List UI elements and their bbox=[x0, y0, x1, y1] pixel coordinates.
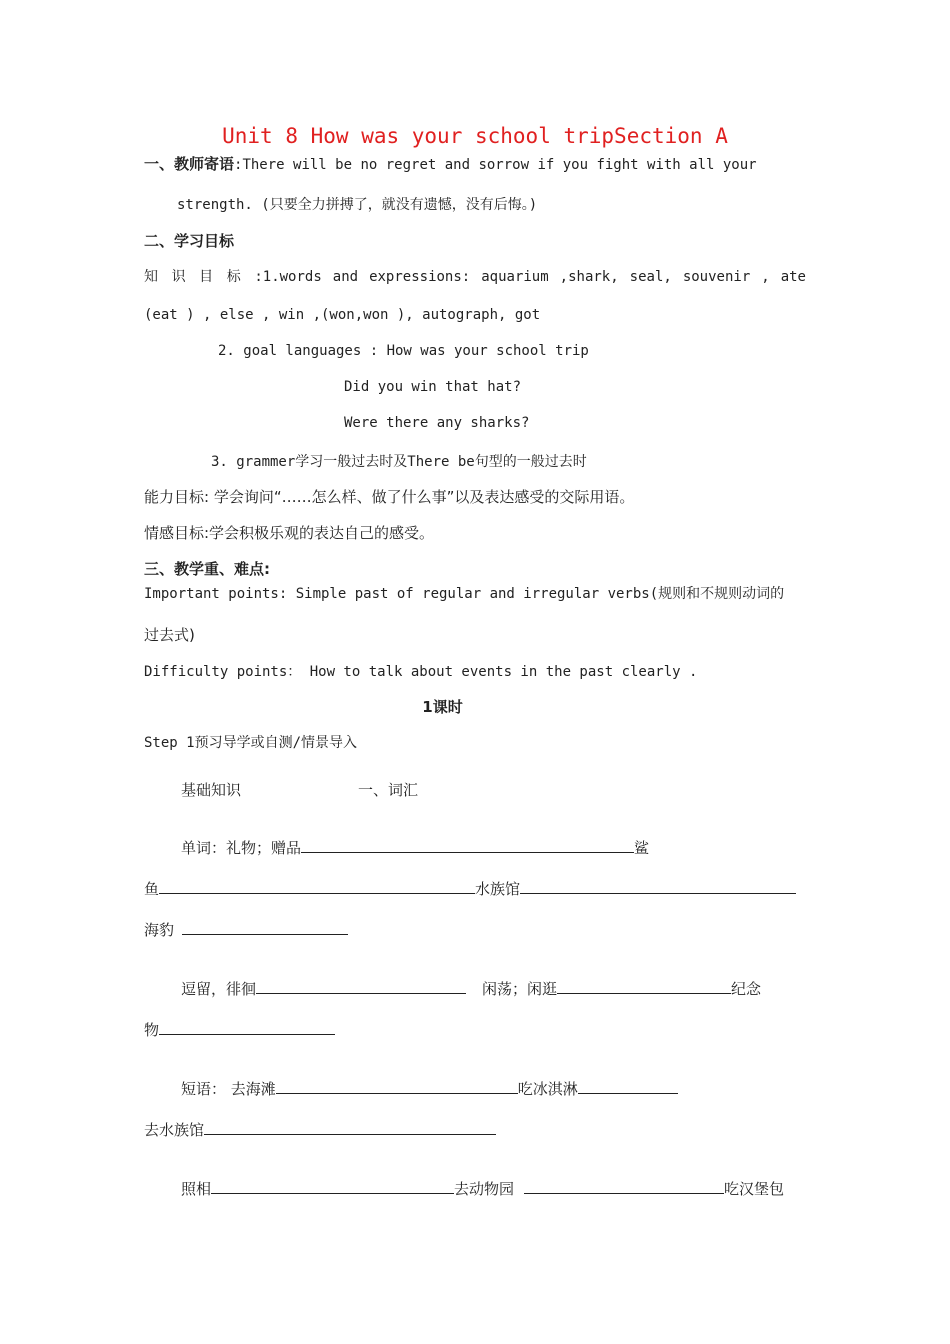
answer-blank[interactable] bbox=[524, 1179, 724, 1194]
answer-blank[interactable] bbox=[159, 1020, 335, 1035]
word-seal-label: 海豹 bbox=[144, 921, 175, 939]
word-linger-row bbox=[181, 978, 761, 999]
answer-blank[interactable] bbox=[256, 979, 466, 994]
vocabulary-heading: 一、词汇 bbox=[358, 781, 419, 799]
answer-blank[interactable] bbox=[520, 879, 796, 894]
knowledge-objective: 知 识 目 标 :1.words and expressions: aquarium ,shark, seal, souvenir , ate bbox=[144, 269, 806, 285]
knowledge-objective-cont: (eat ) , else , win ,(won,won ), autograph, got bbox=[144, 307, 541, 323]
teacher-message-label: 一、教师寄语 bbox=[144, 155, 235, 173]
ability-objective: 能力目标: 学会询问“……怎么样、做了什么事”以及表达感受的交际用语。 bbox=[144, 488, 635, 506]
word-wander-label: 闲荡；闲逛 bbox=[482, 980, 558, 998]
teacher-message-cont: strength. (只要全力拼搏了，就没有遗憾，没有后悔。) bbox=[177, 197, 538, 213]
phrase-aquarium-label: 去水族馆 bbox=[144, 1121, 205, 1139]
word-linger-label: 逗留，徘徊 bbox=[181, 980, 257, 998]
basics-label: 基础知识 bbox=[181, 781, 242, 799]
step-1-heading: Step 1预习导学或自测/情景导入 bbox=[144, 735, 358, 751]
word-shark-label-part2: 鱼 bbox=[144, 880, 160, 898]
teacher-message-text: :There will be no regret and sorrow if you fight with all your bbox=[234, 157, 757, 173]
answer-blank[interactable] bbox=[159, 879, 475, 894]
answer-blank[interactable] bbox=[276, 1079, 518, 1094]
section-key-points-heading: 三、教学重、难点: bbox=[144, 560, 270, 578]
word-souvenir-label-part1: 纪念 bbox=[731, 980, 762, 998]
word-aquarium-label: 水族馆 bbox=[475, 880, 521, 898]
teacher-message bbox=[144, 153, 806, 174]
word-shark-label-part1: 鲨 bbox=[634, 839, 650, 857]
goal-question-1: Did you win that hat? bbox=[344, 379, 522, 395]
document-title: Unit 8 How was your school tripSection A bbox=[222, 124, 728, 148]
word-seal-row bbox=[144, 919, 348, 940]
lesson-label: 1课时 bbox=[422, 698, 463, 716]
answer-blank[interactable] bbox=[557, 979, 731, 994]
important-points-cont: 过去式) bbox=[144, 626, 195, 644]
word-souvenir-label-part2: 物 bbox=[144, 1021, 160, 1039]
section-objectives-heading: 二、学习目标 bbox=[144, 232, 235, 250]
answer-blank[interactable] bbox=[578, 1079, 678, 1094]
goal-question-2: Were there any sharks? bbox=[344, 415, 530, 431]
phrase-icecream-label: 吃冰淇淋 bbox=[517, 1080, 578, 1098]
answer-blank[interactable] bbox=[182, 920, 348, 935]
goal-languages: 2. goal languages : How was your school trip bbox=[218, 343, 589, 359]
phrase-photo-label: 照相 bbox=[181, 1180, 212, 1198]
word-gift-row bbox=[181, 837, 649, 858]
word-shark-row bbox=[144, 878, 796, 899]
important-points: Important points: Simple past of regular and irregular verbs(规则和不规则动词的 bbox=[144, 586, 785, 602]
phrase-beach-row bbox=[181, 1078, 678, 1099]
phrase-hamburger-label: 吃汉堡包 bbox=[724, 1180, 785, 1198]
emotion-objective: 情感目标:学会积极乐观的表达自己的感受。 bbox=[144, 524, 435, 542]
phrase-photo-row bbox=[181, 1178, 784, 1199]
difficulty-points: Difficulty points： How to talk about events in the past clearly . bbox=[144, 664, 698, 680]
phrase-aquarium-row bbox=[144, 1119, 496, 1140]
phrase-zoo-label: 去动物园 bbox=[454, 1180, 515, 1198]
answer-blank[interactable] bbox=[301, 838, 634, 853]
grammar-objective: 3. grammer学习一般过去时及There be句型的一般过去时 bbox=[211, 454, 587, 470]
phrase-beach-label: 短语： 去海滩 bbox=[181, 1080, 276, 1098]
word-gift-label: 单词：礼物；赠品 bbox=[181, 839, 302, 857]
answer-blank[interactable] bbox=[204, 1120, 496, 1135]
answer-blank[interactable] bbox=[211, 1179, 454, 1194]
word-souvenir-row bbox=[144, 1019, 335, 1040]
